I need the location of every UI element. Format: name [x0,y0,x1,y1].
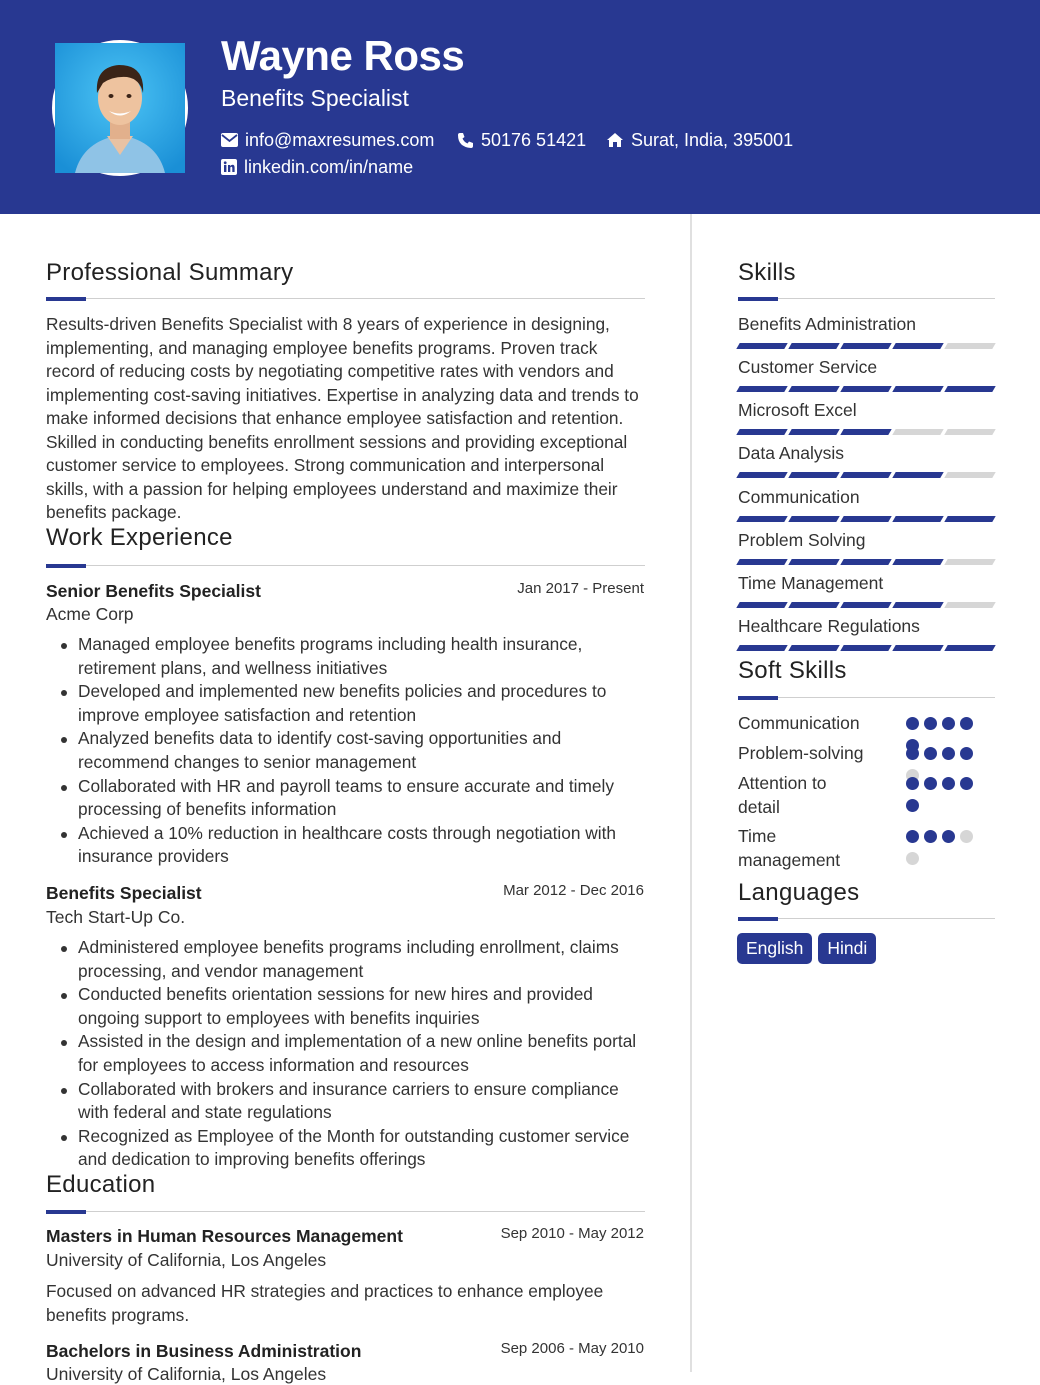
skill-segment [944,386,995,392]
rating-dot [960,830,973,843]
skills-heading: Skills [738,259,796,286]
profile-photo [52,40,188,176]
soft-skill-name: Problem-solving [738,743,864,763]
skill-segment [840,602,891,608]
skill-name: Data Analysis [738,443,845,463]
language-badge: English [737,933,812,964]
skill-level-bar [738,516,994,522]
candidate-name: Wayne Ross [221,32,465,79]
email-text: info@maxresumes.com [245,129,435,150]
contact-phone[interactable] [457,128,586,152]
skill-segment [840,516,891,522]
summary-text: Results-driven Benefits Specialist with 8 years of experience in designing, implementing, and managing employee benefits programs. Proven track record of reducing costs by negotiating competitive rates with vendors and implementing cost-saving initiatives. Expertise in analyzing data and trends to make informed decisions that enhance employee satisfaction and retention. Skilled in conducting benefits enrollment sessions and providing exceptional customer service to employees. Strong communication and interpersonal skills, with a passion for helping employees understand and maximize their benefits package. [46,314,639,522]
job-company: Acme Corp [46,604,134,624]
list-item: Conducted benefits orientation sessions for new hires and provided ongoing support to employees with benefits inquiries [46,983,646,1030]
skill-level-bar [738,645,994,651]
skill-level-bar [738,429,994,435]
skill-segment [944,472,995,478]
list-item: Assisted in the design and implementation of a new online benefits portal for employees to access information and resources [46,1030,646,1077]
experience-heading: Work Experience [46,524,233,551]
skill-segment [892,645,943,651]
skill-level-bar [738,472,994,478]
education-school: University of California, Los Angeles [46,1250,327,1270]
soft-skills-heading: Soft Skills [738,657,847,684]
skill-segment [788,602,839,608]
skill-segment [892,559,943,565]
skill-segment [736,386,787,392]
envelope-icon [221,133,238,147]
skill-segment [736,472,787,478]
rating-dot [942,747,955,760]
skill-level-bar [738,386,994,392]
skill-name: Communication [738,487,860,507]
rating-dot [906,777,919,790]
location-text: Surat, India, 395001 [631,129,794,150]
column-divider [690,214,692,1372]
list-item: Collaborated with brokers and insurance carriers to ensure compliance with federal and state regulations [46,1078,646,1125]
skill-segment [736,602,787,608]
linkedin-text: linkedin.com/in/name [244,156,414,177]
rating-dot [906,830,919,843]
skill-segment [736,429,787,435]
skill-segment [892,602,943,608]
phone-icon [457,132,474,149]
skill-name: Customer Service [738,357,878,377]
skill-name: Time Management [738,573,884,593]
skill-segment [788,559,839,565]
list-item: Managed employee benefits programs including health insurance, retirement plans, and wellness initiatives [46,633,646,680]
experience-rule [46,565,645,566]
rating-dot [942,717,955,730]
education-dates: Sep 2010 - May 2012 [500,1225,644,1242]
skill-segment [736,343,787,349]
education-school: University of California, Los Angeles [46,1364,327,1384]
skill-segment [840,645,891,651]
soft-skill-name: Communication [738,713,860,733]
rating-dot [906,799,919,812]
contact-location [606,128,793,152]
skill-segment [892,472,943,478]
skill-segment [892,386,943,392]
skill-segment [788,429,839,435]
skill-segment [840,472,891,478]
soft-skill-name: Time management [738,826,841,870]
contact-email[interactable] [221,128,434,152]
rating-dot [924,830,937,843]
skill-level-bar [738,602,994,608]
skill-name: Problem Solving [738,530,866,550]
skill-segment [788,645,839,651]
skill-segment [736,516,787,522]
education-heading: Education [46,1171,156,1198]
education-rule-accent [46,1210,86,1214]
skill-segment [892,516,943,522]
skill-segment [788,343,839,349]
education-rule [46,1211,645,1212]
language-list [737,933,876,964]
soft-skills-rule-accent [738,696,778,700]
skill-segment [840,386,891,392]
rating-dot [906,717,919,730]
soft-skill-rating [906,777,978,812]
rating-dot [906,747,919,760]
rating-dot [906,852,919,865]
skill-level-bar [738,343,994,349]
summary-rule-accent [46,297,86,301]
rating-dot [924,777,937,790]
skill-segment [944,602,995,608]
skill-segment [840,559,891,565]
skill-segment [944,645,995,651]
summary-heading: Professional Summary [46,259,294,286]
skill-segment [944,559,995,565]
language-badge: Hindi [818,933,876,964]
skill-name: Microsoft Excel [738,400,857,420]
skill-name: Benefits Administration [738,314,917,334]
home-icon [606,132,624,148]
rating-dot [942,830,955,843]
list-item: Recognized as Employee of the Month for outstanding customer service and dedication to improving benefits offerings [46,1125,646,1172]
job-dates: Mar 2012 - Dec 2016 [503,882,644,899]
education-degree: Bachelors in Business Administration [46,1341,362,1361]
job-dates: Jan 2017 - Present [517,580,644,597]
soft-skill-name: Attention to detail [738,773,827,817]
linkedin-icon [221,159,237,175]
candidate-title: Benefits Specialist [221,85,409,111]
education-degree: Masters in Human Resources Management [46,1226,403,1246]
skill-segment [944,429,995,435]
job-bullets [46,936,646,1172]
phone-text: 50176 51421 [481,129,587,150]
education-dates: Sep 2006 - May 2010 [500,1340,644,1357]
languages-heading: Languages [738,879,860,906]
skill-segment [892,343,943,349]
rating-dot [924,717,937,730]
list-item: Collaborated with HR and payroll teams to ensure accurate and timely processing of benefits information [46,775,646,822]
job-company: Tech Start-Up Co. [46,907,186,927]
job-role: Benefits Specialist [46,883,202,903]
skill-segment [892,429,943,435]
rating-dot [924,747,937,760]
list-item: Achieved a 10% reduction in healthcare costs through negotiation with insurance providers [46,822,646,869]
skill-segment [840,429,891,435]
skill-level-bar [738,559,994,565]
skill-segment [840,343,891,349]
skill-name: Healthcare Regulations [738,616,920,636]
skills-rule-accent [738,297,778,301]
skill-segment [944,343,995,349]
rating-dot [960,777,973,790]
rating-dot [942,777,955,790]
soft-skill-rating [906,830,978,865]
job-bullets [46,633,646,869]
skill-segment [788,386,839,392]
rating-dot [960,747,973,760]
resume-header [0,0,1040,214]
list-item: Analyzed benefits data to identify cost-saving opportunities and recommend changes to senior management [46,727,646,774]
list-item: Developed and implemented new benefits policies and procedures to improve employee satisfaction and retention [46,680,646,727]
list-item: Administered employee benefits programs including enrollment, claims processing, and vendor management [46,936,646,983]
experience-rule-accent [46,564,86,568]
job-role: Senior Benefits Specialist [46,581,261,601]
skill-segment [736,559,787,565]
skill-segment [736,645,787,651]
languages-rule-accent [738,917,778,921]
skill-segment [788,516,839,522]
education-description: Focused on advanced HR strategies and practices to enhance employee benefits programs. [46,1281,604,1325]
rating-dot [960,717,973,730]
summary-rule [46,298,645,299]
skill-segment [788,472,839,478]
contact-linkedin[interactable] [221,155,413,179]
skill-segment [944,516,995,522]
